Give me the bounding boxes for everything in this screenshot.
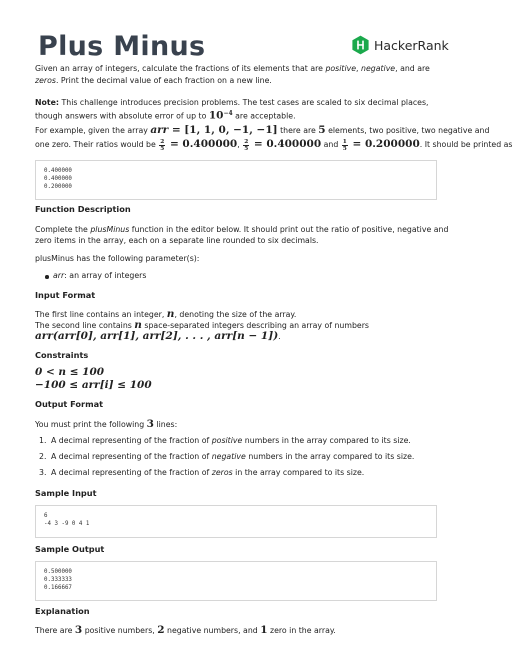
fraction-2-den: 5 — [244, 145, 249, 152]
fraction-2-value: = 0.400000 — [250, 138, 322, 150]
li-text: A decimal representing of the fraction of — [51, 452, 212, 461]
note-label: Note: — [35, 98, 60, 107]
fraction-3-value: = 0.200000 — [348, 138, 420, 150]
li-text-2: numbers in the array compared to its size. — [242, 436, 411, 445]
sample-input-heading: Sample Input — [35, 488, 97, 498]
fraction-3 — [342, 139, 348, 152]
if-line-3 — [35, 330, 281, 343]
output-format-heading: Output Format — [35, 399, 104, 409]
function-description-heading: Function Description — [35, 204, 131, 214]
param-desc: : an array of integers — [64, 271, 147, 280]
example-text: For example, given the array — [35, 126, 151, 135]
if-text-2: , denoting the size of the array. — [174, 310, 297, 319]
li-text: A decimal representing of the fraction of — [51, 468, 212, 477]
note-line-2 — [35, 108, 296, 123]
code-line: 0.166667 — [44, 584, 72, 591]
if-arr-expr: arr(arr[0], arr[1], arr[2], . . . , arr[n − 1]) — [35, 330, 279, 342]
fraction-1-num: 2 — [160, 138, 165, 145]
if-n-var: n — [166, 308, 175, 320]
intro-text-2: . Print the decimal value of each fraction on a new line. — [55, 76, 272, 85]
list-number: 3. — [39, 468, 47, 477]
fraction-1-value: = 0.400000 — [166, 138, 238, 150]
code-line: 6 — [44, 513, 48, 519]
ex-text-3: negative numbers, and — [164, 626, 261, 635]
example-arr-var: arr — [150, 124, 169, 136]
fd-line-2: zero items in the array, each on a separate line rounded to six decimals. — [35, 236, 319, 245]
li-text-2: in the array compared to its size. — [232, 468, 365, 477]
constraint-1 — [35, 366, 104, 379]
if-text-3: The second line contains — [35, 321, 135, 330]
constraint-1-text: 0 < n ≤ 100 — [35, 366, 105, 378]
ex-text: There are — [35, 626, 75, 635]
note-text-3: are acceptable. — [232, 111, 296, 121]
input-format-heading: Input Format — [35, 290, 96, 300]
if-text-4: space-separated integers describing an array of numbers — [141, 321, 369, 330]
intro-line-1 — [35, 63, 430, 75]
li-text-2: numbers in the array compared to its size. — [245, 452, 415, 461]
sample-output-box — [35, 561, 437, 601]
fraction-1-den: 5 — [160, 145, 165, 152]
sample-input-box — [35, 505, 437, 538]
list-item — [51, 436, 411, 445]
list-number: 1. — [39, 436, 47, 445]
if-period: . — [278, 332, 281, 341]
list-number: 2. — [39, 452, 47, 461]
intro-zeros: zeros — [35, 76, 56, 85]
li-text: A decimal representing of the fraction of — [51, 436, 212, 445]
example-and: and — [321, 140, 341, 149]
ex-num-3: 1 — [260, 624, 268, 636]
li-em: positive — [211, 436, 243, 445]
of-text-2: lines: — [153, 420, 178, 429]
brand-name: HackerRank — [374, 37, 449, 53]
of-intro — [35, 418, 177, 431]
code-line: 0.333333 — [44, 576, 72, 583]
example-text-5: . It should be printed as — [419, 140, 512, 149]
fraction-2-num: 2 — [244, 138, 249, 145]
note-math-exp: −4 — [223, 110, 233, 117]
sample-output-heading: Sample Output — [35, 544, 105, 554]
li-em: negative — [211, 452, 246, 461]
of-count: 3 — [146, 418, 154, 430]
fd-fn-name: plusMinus — [90, 225, 130, 234]
code-line: 0.400000 — [44, 175, 72, 182]
param-name: arr — [53, 271, 65, 280]
ex-num-2: 2 — [157, 624, 165, 636]
code-line: 0.200000 — [44, 183, 72, 190]
hackerrank-logo-icon — [351, 35, 370, 55]
example-sep: , — [237, 140, 243, 149]
example-count: 5 — [318, 124, 326, 136]
explanation-text — [35, 624, 336, 637]
page-title: Plus Minus — [38, 31, 206, 62]
brand-logo — [351, 35, 449, 55]
code-line: -4 3 -9 0 4 1 — [44, 520, 90, 527]
constraint-2 — [35, 379, 152, 392]
list-item — [51, 452, 414, 461]
fd-params-intro: plusMinus has the following parameter(s): — [35, 254, 200, 263]
note-text-2: though answers with absolute error of up to — [35, 111, 209, 121]
intro-negative: negative — [361, 64, 396, 73]
example-text-3: elements, two positive, two negative and — [325, 126, 490, 135]
fraction-1 — [159, 139, 165, 152]
intro-and: , and are — [395, 64, 430, 73]
bullet-dot — [45, 275, 49, 279]
constraint-2-text: −100 ≤ arr[i] ≤ 100 — [35, 379, 152, 391]
fraction-3-den: 5 — [342, 145, 347, 152]
if-n-var-2: n — [134, 319, 142, 331]
intro-text: Given an array of integers, calculate the fractions of its elements that are — [35, 64, 326, 73]
fd-text-2: function in the editor below. It should print out the ratio of positive, negative and — [129, 225, 449, 234]
fraction-2 — [243, 139, 249, 152]
explanation-heading: Explanation — [35, 606, 90, 616]
example-arr-value: = [1, 1, 0, −1, −1] — [168, 124, 278, 136]
if-text: The first line contains an integer, — [35, 310, 167, 319]
li-em: zeros — [211, 468, 233, 477]
note-math-base: 10 — [208, 109, 224, 122]
of-text: You must print the following — [35, 420, 147, 429]
fd-param — [53, 270, 146, 282]
constraints-heading: Constraints — [35, 350, 89, 360]
example-text-4: one zero. Their ratios would be — [35, 140, 159, 149]
fd-text: Complete the — [35, 225, 91, 234]
example-text-2: there are — [277, 126, 319, 135]
intro-comma: , — [356, 64, 361, 73]
list-item — [51, 468, 364, 477]
ex-text-4: zero in the array. — [267, 626, 336, 635]
ex-num-1: 3 — [74, 624, 83, 636]
intro-positive: positive — [325, 64, 357, 73]
example-output-box — [35, 160, 437, 200]
note-text: This challenge introduces precision problems. The test cases are scaled to six decimal places, — [59, 98, 429, 107]
code-line: 0.500000 — [44, 569, 72, 575]
ex-text-2: positive numbers, — [82, 626, 158, 635]
example-line-1 — [35, 124, 489, 137]
example-line-2 — [35, 137, 512, 152]
intro-line-2 — [35, 75, 272, 87]
code-line: 0.400000 — [44, 168, 72, 174]
fraction-3-num: 1 — [342, 138, 347, 145]
